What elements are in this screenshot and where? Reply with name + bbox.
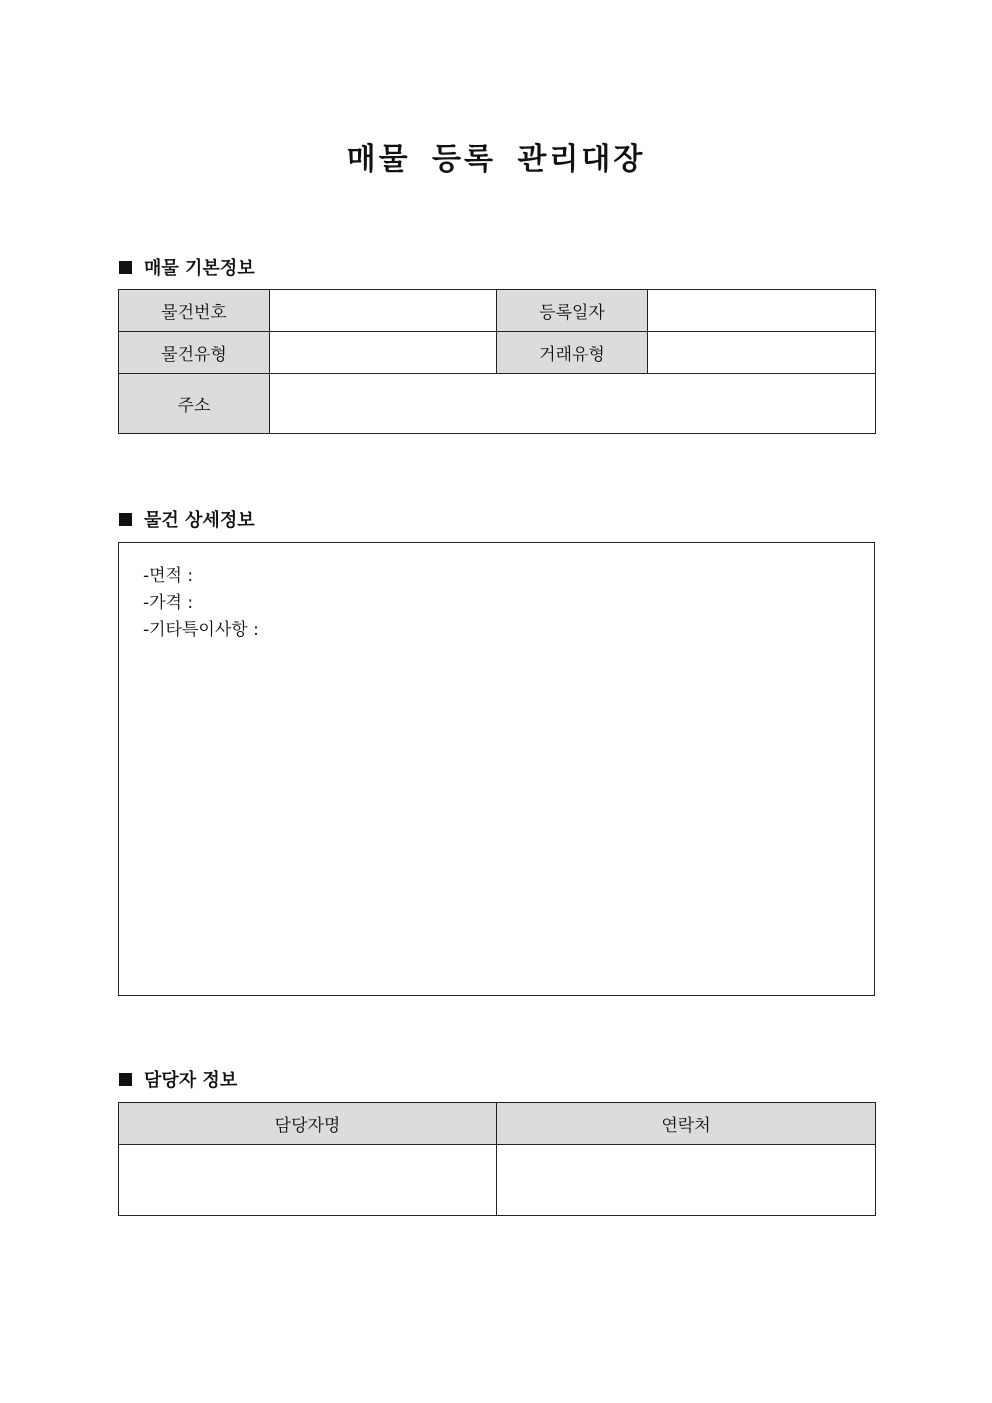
registration-date-label: 등록일자 bbox=[497, 290, 648, 332]
square-bullet-icon bbox=[119, 261, 132, 274]
table-row bbox=[119, 332, 876, 374]
table-row bbox=[119, 1145, 876, 1216]
address-label: 주소 bbox=[119, 374, 270, 434]
notes-line: -기타특이사항 : bbox=[143, 620, 259, 640]
basic-info-heading-text: 매물 기본정보 bbox=[144, 258, 255, 279]
contact-info-heading-text: 담당자 정보 bbox=[144, 1070, 238, 1091]
table-row bbox=[119, 374, 876, 434]
price-line: -가격 : bbox=[143, 593, 194, 613]
manager-name-field[interactable] bbox=[119, 1145, 497, 1216]
item-number-field[interactable] bbox=[270, 290, 497, 332]
basic-info-heading bbox=[119, 254, 255, 280]
item-number-label: 물건번호 bbox=[119, 290, 270, 332]
item-type-label: 물건유형 bbox=[119, 332, 270, 374]
address-field[interactable] bbox=[270, 374, 876, 434]
detail-info-heading-text: 물건 상세정보 bbox=[144, 510, 255, 531]
registration-date-field[interactable] bbox=[648, 290, 876, 332]
contact-label: 연락처 bbox=[497, 1103, 876, 1145]
manager-name-label: 담당자명 bbox=[119, 1103, 497, 1145]
contact-info-heading bbox=[119, 1066, 237, 1092]
area-line: -면적 : bbox=[143, 566, 194, 586]
table-row bbox=[119, 1103, 876, 1145]
detail-info-heading bbox=[119, 506, 255, 532]
detail-info-box[interactable] bbox=[118, 542, 875, 996]
transaction-type-label: 거래유형 bbox=[497, 332, 648, 374]
transaction-type-field[interactable] bbox=[648, 332, 876, 374]
contact-field[interactable] bbox=[497, 1145, 876, 1216]
item-type-field[interactable] bbox=[270, 332, 497, 374]
basic-info-table bbox=[118, 289, 876, 434]
document-title: 매물 등록 관리대장 bbox=[346, 142, 646, 177]
square-bullet-icon bbox=[119, 513, 132, 526]
contact-info-table bbox=[118, 1102, 876, 1216]
square-bullet-icon bbox=[119, 1073, 132, 1086]
detail-lines bbox=[143, 563, 259, 644]
table-row bbox=[119, 290, 876, 332]
